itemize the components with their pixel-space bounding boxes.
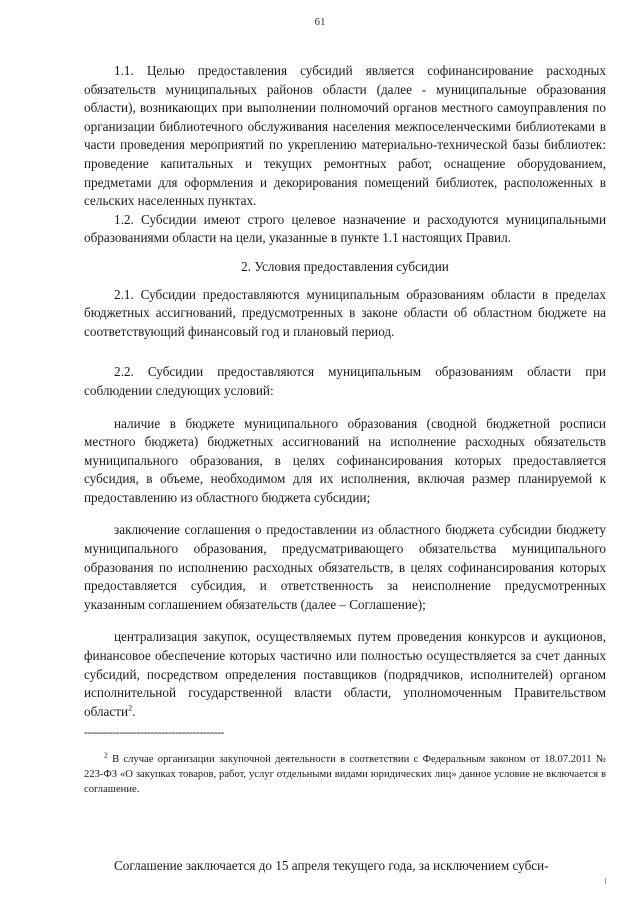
page-number: 61 <box>314 16 326 28</box>
spacer <box>84 614 606 628</box>
footnote <box>84 750 606 797</box>
spacer <box>84 341 606 363</box>
spacer <box>84 401 606 415</box>
footnote-text: В случае организации закупочной деятельности в соответствии с Федеральным законом от 18.07.2011 № 223-ФЗ «О закупках товаров, работ, услуг отдельными видами юридических лиц» данное условие не включается в соглашение. <box>84 754 606 795</box>
tail-paragraph: Соглашение заключается до 15 апреля текущего года, за исключением субси- <box>114 858 549 874</box>
condition-1: наличие в бюджете муниципального образования (сводной бюджетной росписи местного бюджета) бюджетных ассигнований на исполнение расходных обязательств муниципального образования, в целях софинансирования которых предоставляется субсидия, в объеме, необходимом для их исполнения, включая размер планируемой к предоставлению из областного бюджета субсидии; <box>84 415 606 505</box>
paragraph-1-2: 1.2. Субсидии имеют строго целевое назначение и расходуются муниципальными образованиями области на цели, указанные в пункте 1.1 настоящих Правил. <box>84 211 606 246</box>
footnote-separator: ---------------------------------------- <box>84 725 224 740</box>
footnote-reference: 2 <box>128 703 133 713</box>
condition-3 <box>84 628 606 721</box>
spacer <box>84 507 606 521</box>
condition-2: заключение соглашения о предоставлении из областного бюджета субсидии бюджету муниципального образования, предусматривающего обязательства муниципального образования по исполнению расходных обязательств, в целях софинансирования которых предоставляется субсидия, и ответственность за неисполнение предусмотренных указанным соглашением обязательств (далее – Соглашение); <box>84 522 606 612</box>
scan-edge-mark <box>605 878 606 884</box>
document-body <box>84 62 606 876</box>
footnote-mark: 2 <box>104 750 108 760</box>
paragraph-2-2: 2.2. Субсидии предоставляются муниципальным образованиям области при соблюдении следующих условий: <box>84 364 606 398</box>
paragraph-2-1: 2.1. Субсидии предоставляются муниципальным образованиям области в пределах бюджетных ассигнований, предусмотренных в законе области об областном бюджете на соответствующий финансовый год и плановый период. <box>84 286 606 339</box>
condition-3-end: . <box>132 703 136 719</box>
section-heading: 2. Условия предоставления субсидии <box>241 258 449 274</box>
paragraph-1-1: 1.1. Целью предоставления субсидий является софинансирование расходных обязательств муниципальных районов области (далее - муниципальные образования области), возникающих при выполнении полномочий органов местного самоуправления по организации библиотечного обслуживания населения межпоселенческими библиотеками в части проведения мероприятий по укреплению материально-технической базы библиотек: проведение капитальных и текущих ремонтных работ, оснащение оборудованием, предметами для оформления и декорирования помещений библиотек, расположенных в сельских населенных пунктах. <box>84 63 606 209</box>
condition-3-text: централизация закупок, осуществляемых путем проведения конкурсов и аукционов, финансовое обеспечение которых частично или полностью осуществляется за счет данных субсидий, посредством определения поставщиков (подрядчиков, исполнителей) органом исполнительной государственной власти области, уполномоченным Правительством области <box>84 629 606 719</box>
